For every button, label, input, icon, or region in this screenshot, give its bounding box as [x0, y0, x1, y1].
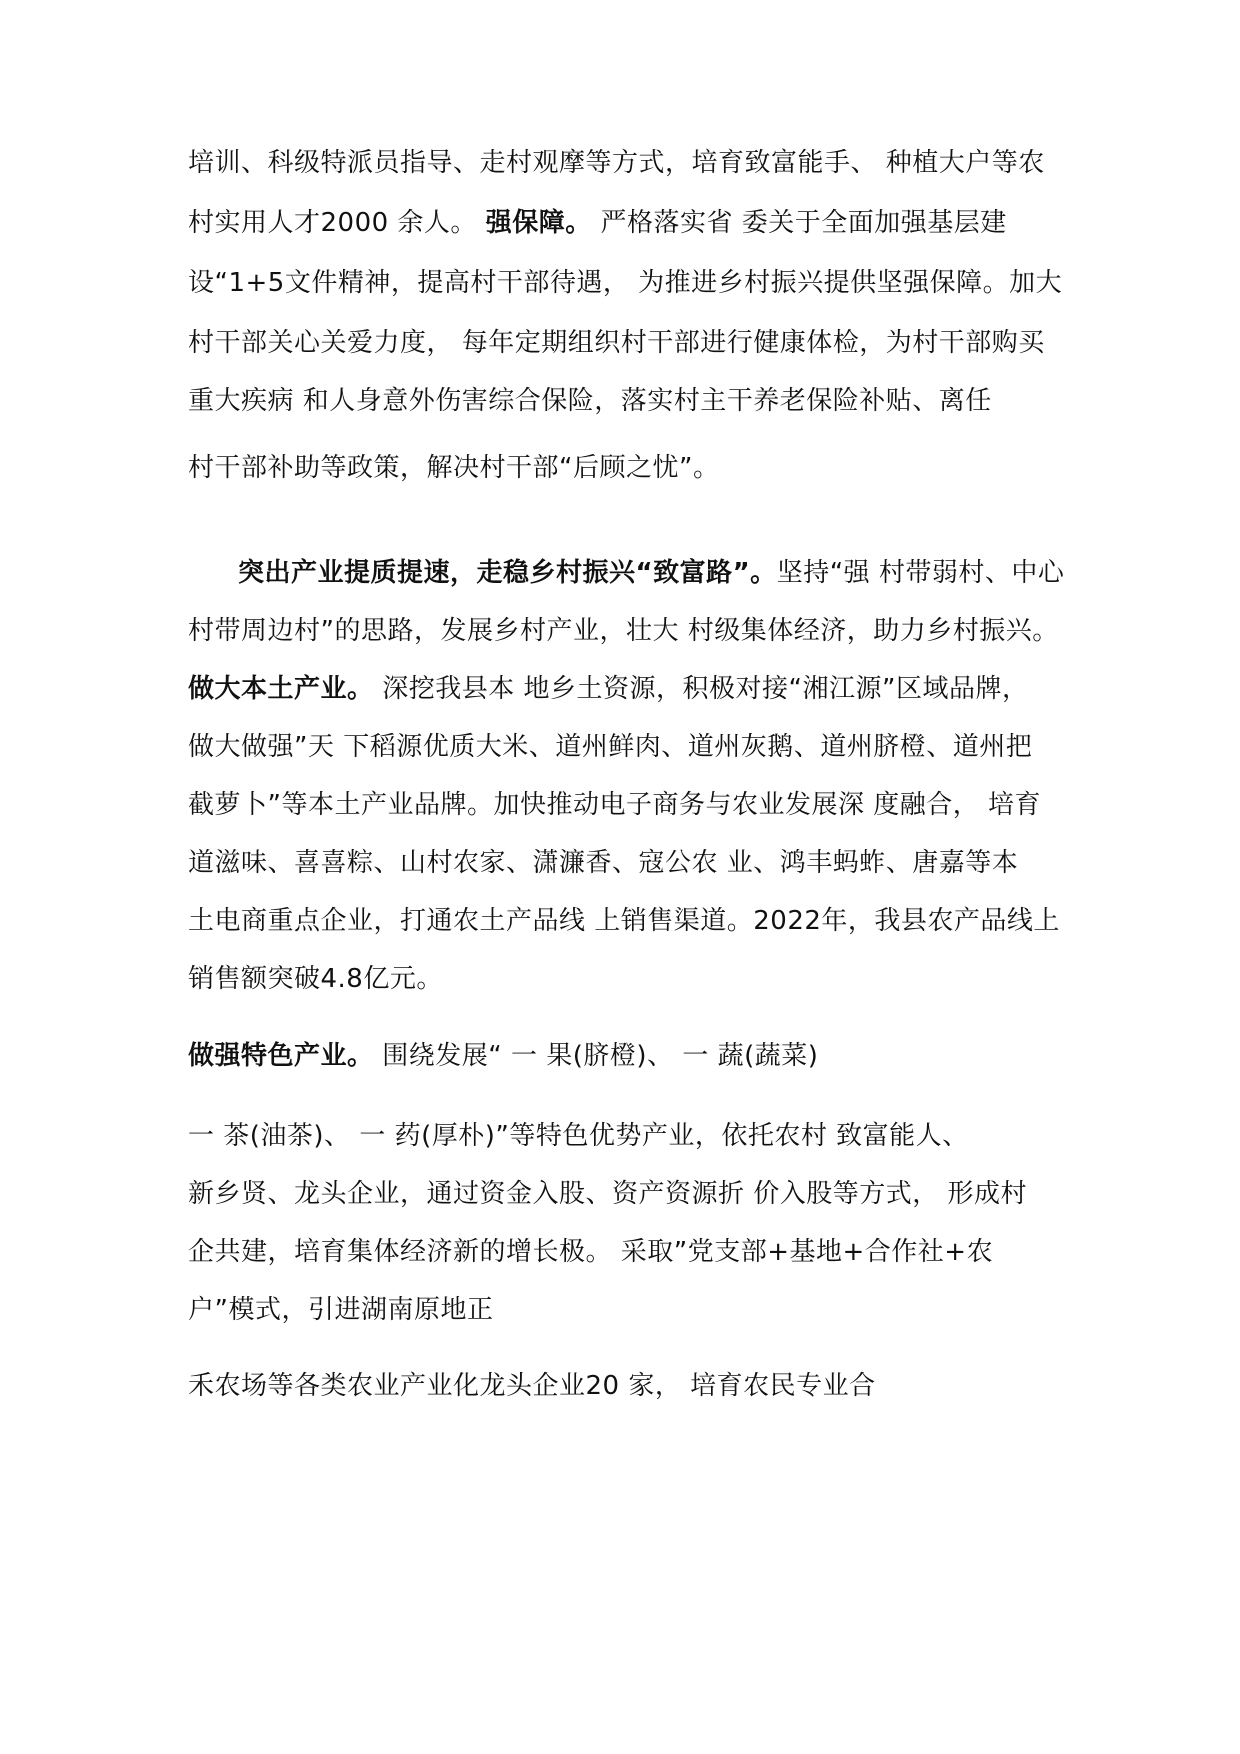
text-line-17: 新乡贤、龙头企业，通过资金入股、资产资源折 价入股等方式， 形成村	[188, 1179, 1028, 1209]
text-line-10: 做大做强”天 下稻源优质大米、道州鲜肉、道州灰鹅、道州脐橙、道州把	[188, 732, 1033, 762]
heading-strong-guarantee: 强保障。	[485, 208, 592, 238]
text-line-18: 企共建，培育集体经济新的增长极。 采取”党支部+基地+合作社+农	[188, 1237, 994, 1267]
heading-local-industry: 做大本土产业。	[188, 674, 374, 704]
text-line-3: 设“1+5文件精神，提高村干部待遇， 为推进乡村振兴提供坚强保障。加大	[188, 268, 1063, 298]
text-line-6: 村干部补助等政策，解决村干部“后顾之忧”。	[188, 453, 720, 483]
section-heading-line: 突出产业提质提速，走稳乡村振兴“致富路”。坚持“强 村带弱村、中心	[238, 558, 1065, 588]
text-line-19: 户”模式，引进湖南原地正	[188, 1295, 494, 1325]
text-line-14: 销售额突破4.8亿元。	[188, 964, 443, 994]
text-line-16: 一 茶(油茶)、 一 药(厚朴)”等特色优势产业，依托农村 致富能人、	[188, 1121, 969, 1151]
text-line-13: 土电商重点企业，打通农土产品线 上销售渠道。2022年，我县农产品线上	[188, 906, 1060, 936]
text-line-12: 道滋味、喜喜粽、山村农家、潇濂香、寇公农 业、鸿丰蚂蚱、唐嘉等本	[188, 848, 1019, 878]
heading-feature-industry: 做强特色产业。	[188, 1041, 374, 1071]
text-line-1: 培训、科级特派员指导、走村观摩等方式，培育致富能手、 种植大户等农	[188, 148, 1045, 178]
text-line-4: 村干部关心关爱力度， 每年定期组织村干部进行健康体检，为村干部购买	[188, 328, 1045, 358]
text-line-11: 截萝卜”等本土产业品牌。加快推动电子商务与农业发展深 度融合， 培育	[188, 790, 1041, 820]
text-line-9: 做大本土产业。 深挖我县本 地乡土资源，积极对接“湘江源”区域品牌，	[188, 674, 1029, 704]
text-line-8: 村带周边村”的思路，发展乡村产业，壮大 村级集体经济，助力乡村振兴。	[188, 616, 1059, 646]
text-line-15: 做强特色产业。 围绕发展“ 一 果(脐橙)、 一 蔬(蔬菜)	[188, 1041, 819, 1071]
section-heading: 突出产业提质提速，走稳乡村振兴“致富路”。	[238, 558, 777, 588]
text-line-20: 禾农场等各类农业产业化龙头企业20 家， 培育农民专业合	[188, 1371, 876, 1401]
text-line-5: 重大疾病 和人身意外伤害综合保险，落实村主干养老保险补贴、离任	[188, 386, 992, 416]
text-line-2: 村实用人才2000 余人。 强保障。 严格落实省 委关于全面加强基层建	[188, 208, 1007, 238]
